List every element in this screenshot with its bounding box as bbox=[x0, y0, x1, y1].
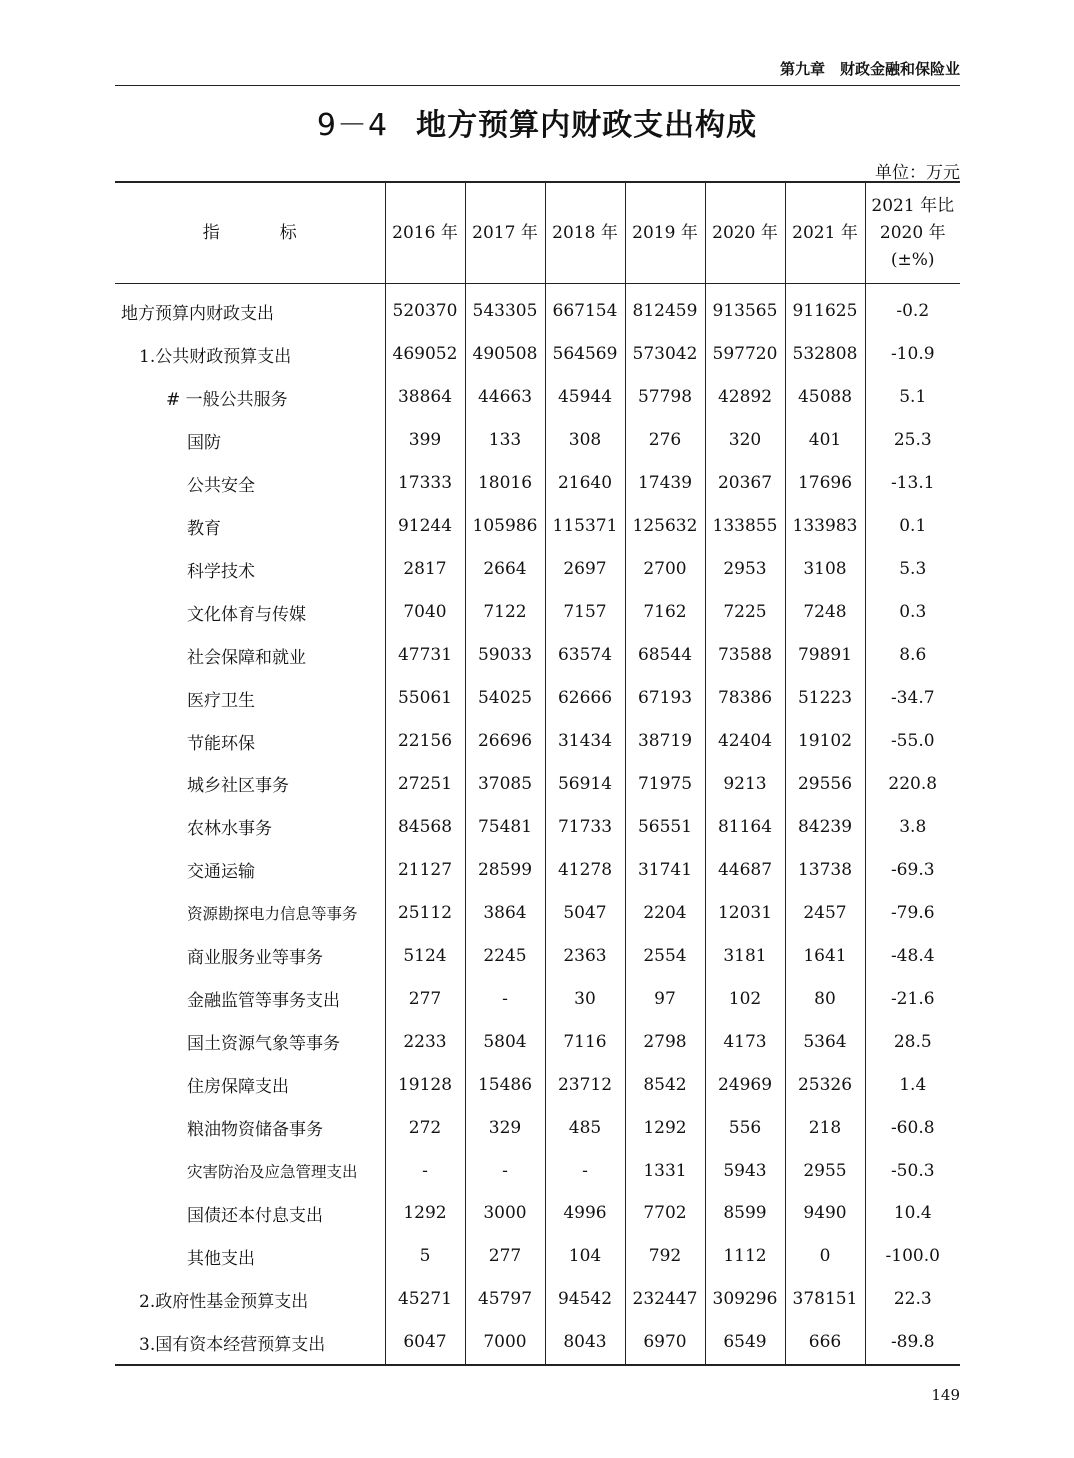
row-label: 农林水事务 bbox=[187, 819, 272, 840]
year-column-header: 2021 年 bbox=[785, 182, 865, 284]
row-label: 资源勘探电力信息等事务 bbox=[187, 904, 358, 923]
value-cell: 38719 bbox=[625, 720, 705, 763]
row-label: 教育 bbox=[187, 518, 221, 539]
change-cell: -10.9 bbox=[865, 333, 960, 376]
value-cell: 277 bbox=[385, 977, 465, 1020]
value-cell: 913565 bbox=[705, 284, 785, 333]
value-cell: - bbox=[545, 1149, 625, 1192]
value-cell: 75481 bbox=[465, 805, 545, 848]
row-label: 2.政府性基金预算支出 bbox=[139, 1291, 309, 1312]
page-number: 149 bbox=[931, 1386, 960, 1404]
value-cell: 31741 bbox=[625, 848, 705, 891]
row-label: 国防 bbox=[187, 432, 221, 453]
value-cell: 5364 bbox=[785, 1020, 865, 1063]
table-row bbox=[115, 1235, 960, 1278]
change-cell: -34.7 bbox=[865, 677, 960, 720]
table-row bbox=[115, 720, 960, 763]
value-cell: 55061 bbox=[385, 677, 465, 720]
value-cell: 44663 bbox=[465, 376, 545, 419]
value-cell: 15486 bbox=[465, 1063, 545, 1106]
value-cell: 45088 bbox=[785, 376, 865, 419]
value-cell: 47731 bbox=[385, 634, 465, 677]
value-cell: 232447 bbox=[625, 1278, 705, 1321]
row-label: 医疗卫生 bbox=[187, 690, 255, 711]
change-cell: -0.2 bbox=[865, 284, 960, 333]
value-cell: 105986 bbox=[465, 505, 545, 548]
value-cell: 7248 bbox=[785, 591, 865, 634]
change-header-line: 2021 年比 bbox=[871, 195, 955, 216]
value-cell: 38864 bbox=[385, 376, 465, 419]
row-label: 粮油物资储备事务 bbox=[187, 1120, 323, 1141]
value-cell: 2955 bbox=[785, 1149, 865, 1192]
value-cell: 3864 bbox=[465, 891, 545, 934]
value-cell: 67193 bbox=[625, 677, 705, 720]
value-cell: 19102 bbox=[785, 720, 865, 763]
change-cell: -55.0 bbox=[865, 720, 960, 763]
value-cell: 309296 bbox=[705, 1278, 785, 1321]
value-cell: 490508 bbox=[465, 333, 545, 376]
value-cell: 1641 bbox=[785, 934, 865, 977]
table-title: 地方预算内财政支出构成 bbox=[416, 108, 758, 143]
value-cell: 9213 bbox=[705, 762, 785, 805]
change-cell: 28.5 bbox=[865, 1020, 960, 1063]
chapter-header: 第九章 财政金融和保险业 bbox=[115, 58, 960, 86]
change-cell: -13.1 bbox=[865, 462, 960, 505]
value-cell: 276 bbox=[625, 419, 705, 462]
year-column-header: 2017 年 bbox=[465, 182, 545, 284]
table-row bbox=[115, 848, 960, 891]
row-label: 城乡社区事务 bbox=[187, 776, 289, 797]
value-cell: - bbox=[385, 1149, 465, 1192]
value-cell: 26696 bbox=[465, 720, 545, 763]
value-cell: 7000 bbox=[465, 1321, 545, 1365]
value-cell: 7122 bbox=[465, 591, 545, 634]
change-cell: 3.8 bbox=[865, 805, 960, 848]
value-cell: 401 bbox=[785, 419, 865, 462]
value-cell: 9490 bbox=[785, 1192, 865, 1235]
change-cell: 25.3 bbox=[865, 419, 960, 462]
value-cell: 21127 bbox=[385, 848, 465, 891]
value-cell: 2245 bbox=[465, 934, 545, 977]
value-cell: 0 bbox=[785, 1235, 865, 1278]
table-header-row bbox=[115, 182, 960, 284]
value-cell: 19128 bbox=[385, 1063, 465, 1106]
year-column-header: 2018 年 bbox=[545, 182, 625, 284]
change-cell: 10.4 bbox=[865, 1192, 960, 1235]
value-cell: 44687 bbox=[705, 848, 785, 891]
value-cell: 7040 bbox=[385, 591, 465, 634]
value-cell: 17439 bbox=[625, 462, 705, 505]
indicator-header-char-2: 标 bbox=[279, 222, 297, 243]
value-cell: 7162 bbox=[625, 591, 705, 634]
value-cell: 7116 bbox=[545, 1020, 625, 1063]
row-label: 3.国有资本经营预算支出 bbox=[115, 1321, 385, 1365]
year-column-header: 2019 年 bbox=[625, 182, 705, 284]
table-row bbox=[115, 284, 960, 333]
value-cell: 17333 bbox=[385, 462, 465, 505]
page-title bbox=[0, 100, 1074, 144]
value-cell: 3108 bbox=[785, 548, 865, 591]
value-cell: 556 bbox=[705, 1106, 785, 1149]
value-cell: 2204 bbox=[625, 891, 705, 934]
year-column-header: 2020 年 bbox=[705, 182, 785, 284]
value-cell: 28599 bbox=[465, 848, 545, 891]
expenditure-table bbox=[115, 181, 960, 1366]
value-cell: 45797 bbox=[465, 1278, 545, 1321]
value-cell: 30 bbox=[545, 977, 625, 1020]
table-row bbox=[115, 505, 960, 548]
table-row bbox=[115, 1020, 960, 1063]
value-cell: 45271 bbox=[385, 1278, 465, 1321]
value-cell: 22156 bbox=[385, 720, 465, 763]
row-label: 其他支出 bbox=[187, 1248, 255, 1269]
value-cell: 666 bbox=[785, 1321, 865, 1365]
value-cell: 84568 bbox=[385, 805, 465, 848]
value-cell: 23712 bbox=[545, 1063, 625, 1106]
table-row bbox=[115, 1106, 960, 1149]
value-cell: 133983 bbox=[785, 505, 865, 548]
value-cell: 320 bbox=[705, 419, 785, 462]
value-cell: 308 bbox=[545, 419, 625, 462]
row-label: # 一般公共服务 bbox=[166, 389, 288, 410]
value-cell: 42892 bbox=[705, 376, 785, 419]
value-cell: 597720 bbox=[705, 333, 785, 376]
value-cell: 78386 bbox=[705, 677, 785, 720]
change-header-line: 2020 年 bbox=[879, 222, 946, 243]
table-row bbox=[115, 333, 960, 376]
row-label: 金融监管等事务支出 bbox=[187, 991, 340, 1012]
row-label: 科学技术 bbox=[187, 561, 255, 582]
value-cell: 45944 bbox=[545, 376, 625, 419]
table-row bbox=[115, 376, 960, 419]
change-cell: -48.4 bbox=[865, 934, 960, 977]
value-cell: 57798 bbox=[625, 376, 705, 419]
value-cell: 25326 bbox=[785, 1063, 865, 1106]
value-cell: 6047 bbox=[385, 1321, 465, 1365]
table-row bbox=[115, 591, 960, 634]
value-cell: 5047 bbox=[545, 891, 625, 934]
value-cell: 2363 bbox=[545, 934, 625, 977]
value-cell: 1112 bbox=[705, 1235, 785, 1278]
value-cell: 24969 bbox=[705, 1063, 785, 1106]
row-label: 公共安全 bbox=[187, 475, 255, 496]
value-cell: 911625 bbox=[785, 284, 865, 333]
change-column-header bbox=[865, 182, 960, 284]
table-row bbox=[115, 762, 960, 805]
row-label: 灾害防治及应急管理支出 bbox=[187, 1162, 358, 1181]
value-cell: 27251 bbox=[385, 762, 465, 805]
value-cell: 5943 bbox=[705, 1149, 785, 1192]
value-cell: 532808 bbox=[785, 333, 865, 376]
unit-label: 单位：万元 bbox=[875, 163, 960, 183]
value-cell: 104 bbox=[545, 1235, 625, 1278]
change-cell: 0.1 bbox=[865, 505, 960, 548]
row-label: 住房保障支出 bbox=[187, 1077, 289, 1098]
table-row bbox=[115, 462, 960, 505]
value-cell: 71975 bbox=[625, 762, 705, 805]
row-label: 1.公共财政预算支出 bbox=[139, 346, 292, 367]
value-cell: 5804 bbox=[465, 1020, 545, 1063]
change-cell: -100.0 bbox=[865, 1235, 960, 1278]
value-cell: 8599 bbox=[705, 1192, 785, 1235]
change-header-line: (±%) bbox=[890, 249, 935, 270]
value-cell: 12031 bbox=[705, 891, 785, 934]
value-cell: 79891 bbox=[785, 634, 865, 677]
value-cell: 25112 bbox=[385, 891, 465, 934]
change-cell: 5.1 bbox=[865, 376, 960, 419]
value-cell: 4996 bbox=[545, 1192, 625, 1235]
indicator-column-header bbox=[115, 182, 385, 284]
value-cell: 564569 bbox=[545, 333, 625, 376]
change-cell: -89.8 bbox=[865, 1321, 960, 1365]
value-cell: 7702 bbox=[625, 1192, 705, 1235]
row-label: 交通运输 bbox=[187, 862, 255, 883]
value-cell: 13738 bbox=[785, 848, 865, 891]
value-cell: 485 bbox=[545, 1106, 625, 1149]
table-row bbox=[115, 891, 960, 934]
value-cell: 71733 bbox=[545, 805, 625, 848]
indicator-header-char-1: 指 bbox=[202, 222, 220, 243]
value-cell: 2798 bbox=[625, 1020, 705, 1063]
value-cell: 133 bbox=[465, 419, 545, 462]
row-label: 国土资源气象等事务 bbox=[187, 1034, 340, 1055]
change-cell: -21.6 bbox=[865, 977, 960, 1020]
value-cell: 1331 bbox=[625, 1149, 705, 1192]
change-cell: 1.4 bbox=[865, 1063, 960, 1106]
value-cell: 7225 bbox=[705, 591, 785, 634]
value-cell: 5 bbox=[385, 1235, 465, 1278]
table-row bbox=[115, 934, 960, 977]
value-cell: 80 bbox=[785, 977, 865, 1020]
value-cell: 8043 bbox=[545, 1321, 625, 1365]
value-cell: 378151 bbox=[785, 1278, 865, 1321]
value-cell: 56551 bbox=[625, 805, 705, 848]
value-cell: 21640 bbox=[545, 462, 625, 505]
value-cell: 18016 bbox=[465, 462, 545, 505]
value-cell: 94542 bbox=[545, 1278, 625, 1321]
value-cell: 2457 bbox=[785, 891, 865, 934]
value-cell: 2953 bbox=[705, 548, 785, 591]
table-row bbox=[115, 677, 960, 720]
value-cell: 6549 bbox=[705, 1321, 785, 1365]
value-cell: 5124 bbox=[385, 934, 465, 977]
value-cell: 133855 bbox=[705, 505, 785, 548]
table-row bbox=[115, 1278, 960, 1321]
value-cell: 2817 bbox=[385, 548, 465, 591]
value-cell: 62666 bbox=[545, 677, 625, 720]
value-cell: 41278 bbox=[545, 848, 625, 891]
value-cell: 792 bbox=[625, 1235, 705, 1278]
value-cell: 329 bbox=[465, 1106, 545, 1149]
table-row bbox=[115, 1063, 960, 1106]
value-cell: 543305 bbox=[465, 284, 545, 333]
value-cell: 63574 bbox=[545, 634, 625, 677]
year-column-header: 2016 年 bbox=[385, 182, 465, 284]
value-cell: 7157 bbox=[545, 591, 625, 634]
value-cell: 272 bbox=[385, 1106, 465, 1149]
change-cell: 0.3 bbox=[865, 591, 960, 634]
change-cell: -69.3 bbox=[865, 848, 960, 891]
value-cell: 54025 bbox=[465, 677, 545, 720]
change-cell: 220.8 bbox=[865, 762, 960, 805]
value-cell: 17696 bbox=[785, 462, 865, 505]
value-cell: 3000 bbox=[465, 1192, 545, 1235]
value-cell: 277 bbox=[465, 1235, 545, 1278]
table-row bbox=[115, 805, 960, 848]
value-cell: 68544 bbox=[625, 634, 705, 677]
table-row bbox=[115, 1149, 960, 1192]
value-cell: 520370 bbox=[385, 284, 465, 333]
value-cell: 8542 bbox=[625, 1063, 705, 1106]
value-cell: 84239 bbox=[785, 805, 865, 848]
value-cell: 37085 bbox=[465, 762, 545, 805]
value-cell: 20367 bbox=[705, 462, 785, 505]
value-cell: 102 bbox=[705, 977, 785, 1020]
value-cell: 42404 bbox=[705, 720, 785, 763]
value-cell: 812459 bbox=[625, 284, 705, 333]
value-cell: 115371 bbox=[545, 505, 625, 548]
row-label: 地方预算内财政支出 bbox=[121, 303, 274, 324]
value-cell: 218 bbox=[785, 1106, 865, 1149]
value-cell: 73588 bbox=[705, 634, 785, 677]
value-cell: 2697 bbox=[545, 548, 625, 591]
value-cell: 31434 bbox=[545, 720, 625, 763]
value-cell: 29556 bbox=[785, 762, 865, 805]
table-row bbox=[115, 1321, 960, 1365]
value-cell: 97 bbox=[625, 977, 705, 1020]
table-row bbox=[115, 1192, 960, 1235]
table-row bbox=[115, 634, 960, 677]
change-cell: 8.6 bbox=[865, 634, 960, 677]
value-cell: 6970 bbox=[625, 1321, 705, 1365]
row-label: 文化体育与传媒 bbox=[187, 604, 306, 625]
value-cell: 573042 bbox=[625, 333, 705, 376]
value-cell: 81164 bbox=[705, 805, 785, 848]
table-row bbox=[115, 548, 960, 591]
change-cell: -79.6 bbox=[865, 891, 960, 934]
value-cell: 469052 bbox=[385, 333, 465, 376]
table-row bbox=[115, 977, 960, 1020]
value-cell: 2664 bbox=[465, 548, 545, 591]
value-cell: - bbox=[465, 977, 545, 1020]
change-cell: -60.8 bbox=[865, 1106, 960, 1149]
row-label: 国债还本付息支出 bbox=[187, 1205, 323, 1226]
value-cell: 399 bbox=[385, 419, 465, 462]
value-cell: 2554 bbox=[625, 934, 705, 977]
value-cell: 1292 bbox=[625, 1106, 705, 1149]
table-number: 9－4 bbox=[316, 108, 389, 143]
value-cell: 4173 bbox=[705, 1020, 785, 1063]
row-label: 节能环保 bbox=[187, 733, 255, 754]
change-cell: 22.3 bbox=[865, 1278, 960, 1321]
value-cell: 59033 bbox=[465, 634, 545, 677]
change-cell: 5.3 bbox=[865, 548, 960, 591]
value-cell: 2700 bbox=[625, 548, 705, 591]
value-cell: - bbox=[465, 1149, 545, 1192]
value-cell: 51223 bbox=[785, 677, 865, 720]
row-label: 社会保障和就业 bbox=[187, 647, 306, 668]
value-cell: 667154 bbox=[545, 284, 625, 333]
table-row bbox=[115, 419, 960, 462]
value-cell: 3181 bbox=[705, 934, 785, 977]
value-cell: 56914 bbox=[545, 762, 625, 805]
change-cell: -50.3 bbox=[865, 1149, 960, 1192]
value-cell: 125632 bbox=[625, 505, 705, 548]
value-cell: 1292 bbox=[385, 1192, 465, 1235]
value-cell: 2233 bbox=[385, 1020, 465, 1063]
row-label: 商业服务业等事务 bbox=[187, 948, 323, 969]
value-cell: 91244 bbox=[385, 505, 465, 548]
